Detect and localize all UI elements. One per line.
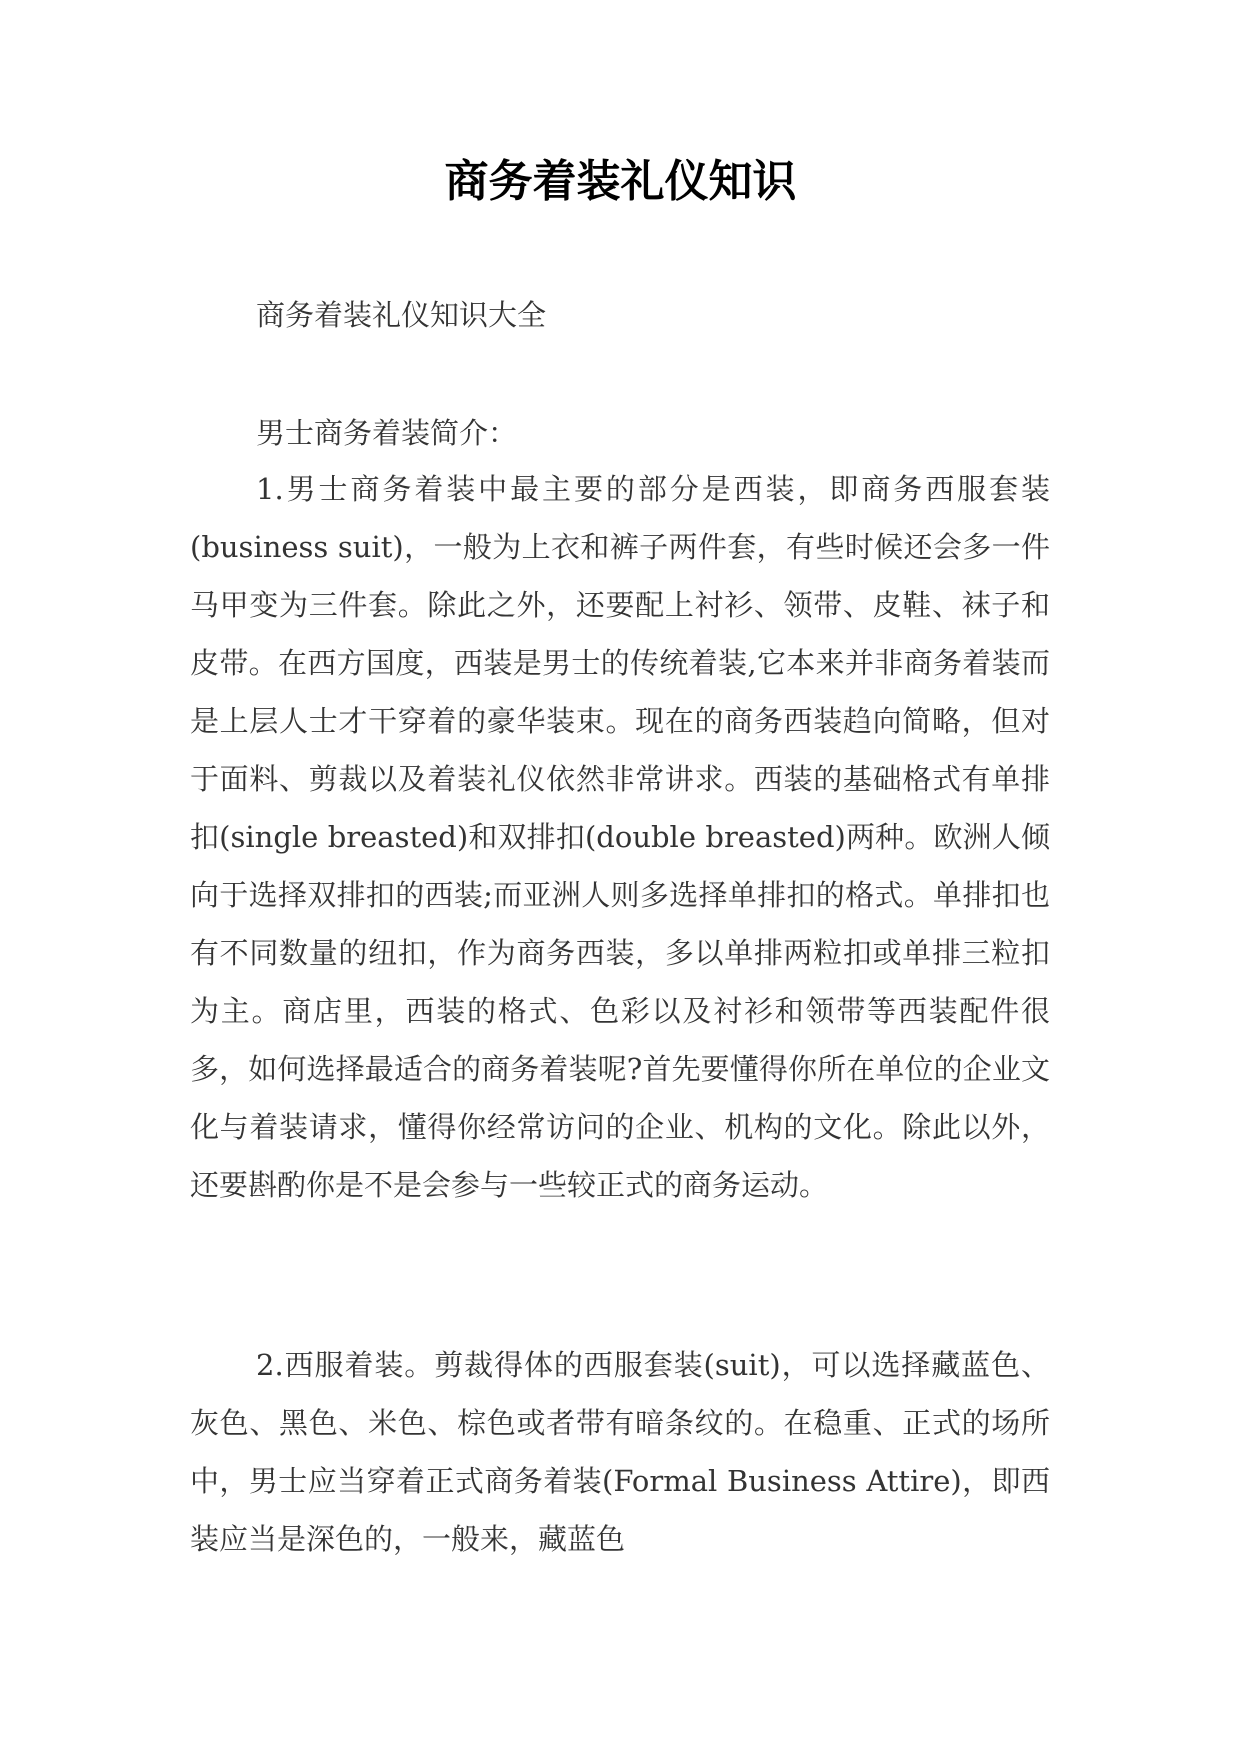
paragraph-1: 1.男士商务着装中最主要的部分是西装，即商务西服套装(business suit)，一般为上衣和裤子两件套，有些时候还会多一件马甲变为三件套。除此之外，还要配上衬衫、领带、皮鞋、袜子和皮带。在西方国度，西装是男士的传统着装,它本来并非商务着装而是上层人士才干穿着的豪华装束。现在的商务西装趋向简略，但对于面料、剪裁以及着装礼仪依然非常讲求。西装的基础格式有单排扣(single breasted)和双排扣(double breasted)两种。欧洲人倾向于选择双排扣的西装;而亚洲人则多选择单排扣的格式。单排扣也有不同数量的纽扣，作为商务西装，多以单排两粒扣或单排三粒扣为主。商店里，西装的格式、色彩以及衬衫和领带等西装配件很多，如何选择最适合的商务着装呢?首先要懂得你所在单位的企业文化与着装请求，懂得你经常访问的企业、机构的文化。除此以外，还要斟酌你是不是会参与一些较正式的商务运动。 [190,472,1050,1202]
document-subtitle: 商务着装礼仪知识大全 [256,298,547,332]
section-heading: 男士商务着装简介： [256,416,518,450]
paragraph-2: 2.西服着装。剪裁得体的西服套装(suit)，可以选择藏蓝色、灰色、黑色、米色、棕色或者带有暗条纹的。在稳重、正式的场所中，男士应当穿着正式商务着装(Formal Business Attire)，即西装应当是深色的，一般来，藏蓝色 [190,1348,1050,1556]
document-title: 商务着装礼仪知识 [444,156,797,207]
